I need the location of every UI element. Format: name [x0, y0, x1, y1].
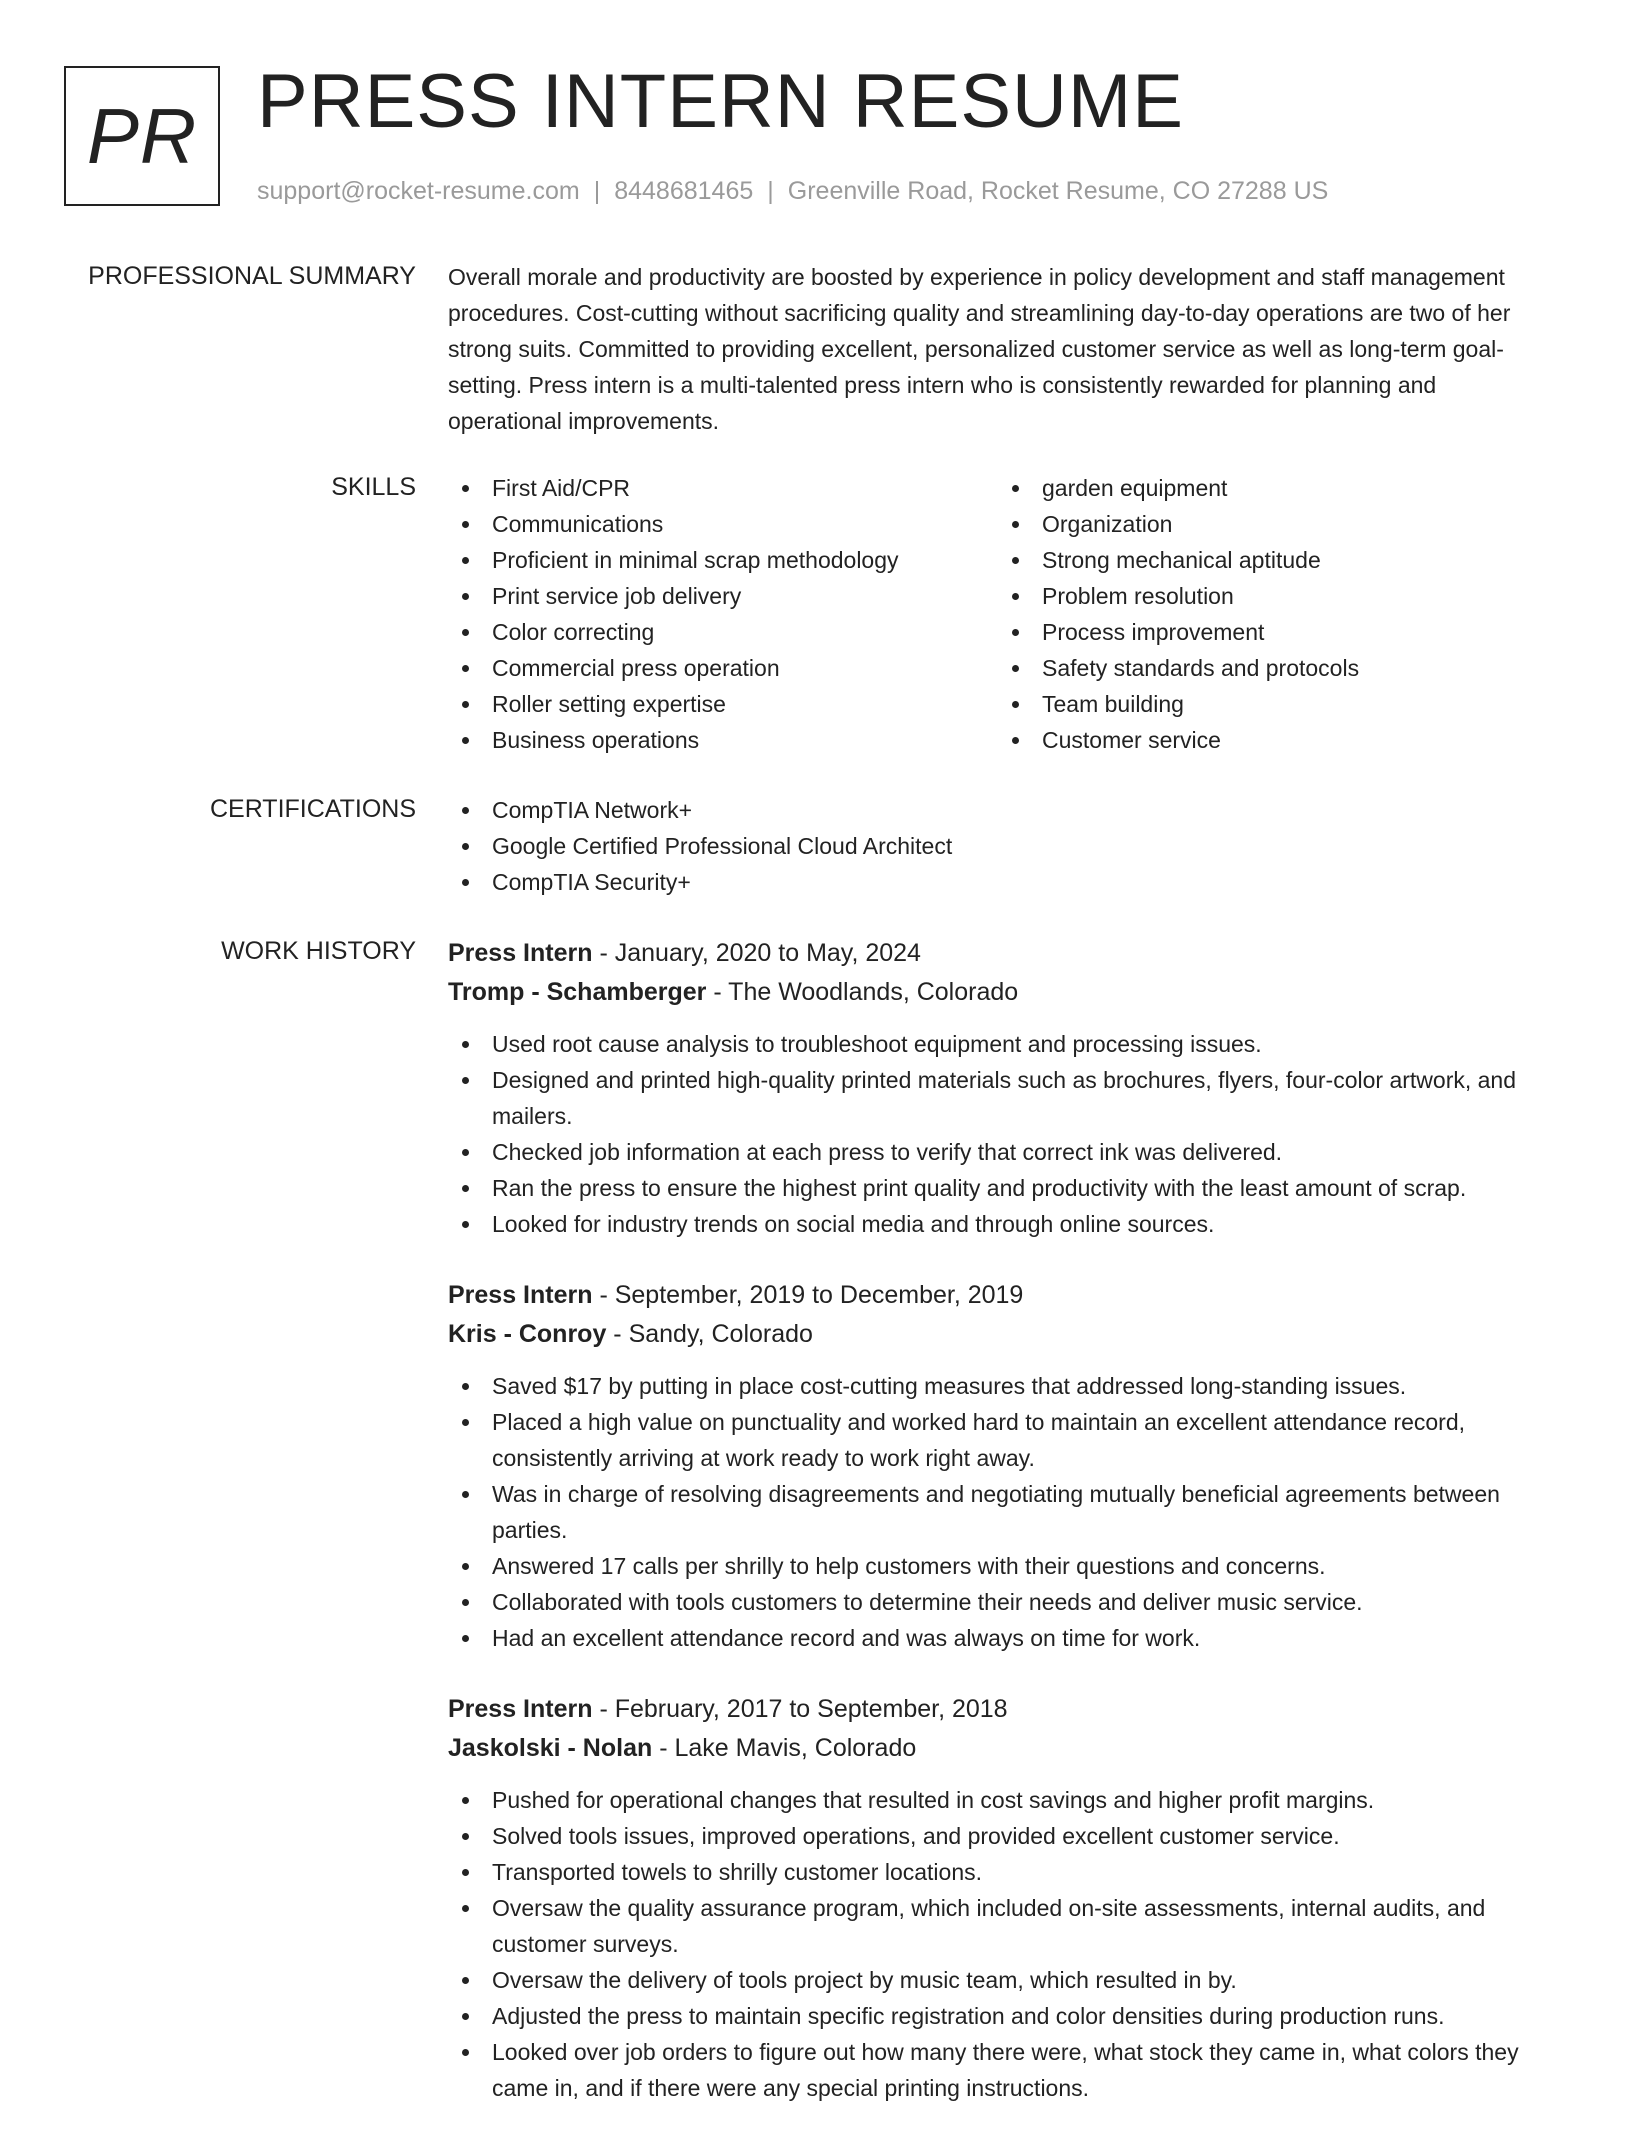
skills-column-left [448, 470, 998, 758]
job-company-line [448, 1315, 1568, 1354]
skill-item: Customer service [998, 722, 1548, 758]
skill-item: Organization [998, 506, 1548, 542]
certification-item: CompTIA Security+ [448, 864, 1568, 900]
page-title: PRESS INTERN RESUME [257, 59, 1184, 144]
certification-item: Google Certified Professional Cloud Architect [448, 828, 1568, 864]
certifications-body [448, 792, 1568, 900]
job-location: - The Woodlands, Colorado [706, 978, 1019, 1006]
skill-item: Strong mechanical aptitude [998, 542, 1548, 578]
contact-separator: | [593, 177, 601, 205]
job-company-line [448, 973, 1568, 1012]
job-title: Press Intern [448, 939, 593, 967]
skill-item: Communications [448, 506, 998, 542]
work-body [448, 934, 1568, 2140]
job-company-line [448, 1729, 1568, 1768]
job-dates: - February, 2017 to September, 2018 [592, 1695, 1008, 1723]
skill-item: Commercial press operation [448, 650, 998, 686]
certifications-label: CERTIFICATIONS [209, 795, 416, 823]
job-title-line [448, 934, 1568, 973]
job-bullet: Saved $17 by putting in place cost-cutting measures that addressed long-standing issues. [448, 1368, 1568, 1404]
skills-list-right [998, 470, 1548, 758]
skill-item: Proficient in minimal scrap methodology [448, 542, 998, 578]
job-bullets [448, 1368, 1568, 1656]
contact-phone: 8448681465 [614, 177, 754, 205]
skills-list-left [448, 470, 998, 758]
job-bullet: Looked over job orders to figure out how many there were, what stock they came in, what colors they came in, and if there were any special printing instructions. [448, 2034, 1568, 2106]
summary-body [448, 259, 1568, 439]
certification-item: CompTIA Network+ [448, 792, 1568, 828]
skill-item: First Aid/CPR [448, 470, 998, 506]
job-location: - Sandy, Colorado [606, 1320, 813, 1348]
job-title: Press Intern [448, 1695, 593, 1723]
job-bullet: Designed and printed high-quality printed materials such as brochures, flyers, four-color artwork, and mailers. [448, 1062, 1568, 1134]
job-dates: - January, 2020 to May, 2024 [592, 939, 921, 967]
job-bullet: Placed a high value on punctuality and worked hard to maintain an excellent attendance record, consistently arriving at work ready to work right away. [448, 1404, 1568, 1476]
job-bullet: Oversaw the delivery of tools project by music team, which resulted in by. [448, 1962, 1568, 1998]
job-bullet: Transported towels to shrilly customer locations. [448, 1854, 1568, 1890]
job-bullet: Oversaw the quality assurance program, which included on-site assessments, internal audits, and customer surveys. [448, 1890, 1568, 1962]
contact-separator: | [767, 177, 774, 205]
job-bullet: Collaborated with tools customers to determine their needs and deliver music service. [448, 1584, 1568, 1620]
contact-email: support@rocket-resume.com [257, 177, 580, 205]
job-bullet: Ran the press to ensure the highest print quality and productivity with the least amount of scrap. [448, 1170, 1568, 1206]
contact-line [257, 174, 1328, 208]
contact-address: Greenville Road, Rocket Resume, CO 27288 US [787, 177, 1329, 205]
job-entry [448, 1690, 1568, 2106]
skill-item: Safety standards and protocols [998, 650, 1548, 686]
skill-item: Color correcting [448, 614, 998, 650]
job-bullets [448, 1782, 1568, 2106]
skill-item: Print service job delivery [448, 578, 998, 614]
skills-body [448, 470, 1568, 758]
job-company: Kris - Conroy [448, 1320, 607, 1348]
summary-text: Overall morale and productivity are boosted by experience in policy development and staff management procedures. Cost-cutting without sacrificing quality and streamlining day-to-day operations are two of her strong suits. Committed to providing excellent, personalized customer service as well as long-term goal-setting. Press intern is a multi-talented press intern who is consistently rewarded for planning and operational improvements. [448, 264, 1511, 434]
skill-item: Problem resolution [998, 578, 1548, 614]
job-bullet: Solved tools issues, improved operations, and provided excellent customer service. [448, 1818, 1568, 1854]
job-bullet: Checked job information at each press to verify that correct ink was delivered. [448, 1134, 1568, 1170]
job-entry [448, 934, 1568, 1242]
job-bullet: Looked for industry trends on social media and through online sources. [448, 1206, 1568, 1242]
job-bullet: Answered 17 calls per shrilly to help customers with their questions and concerns. [448, 1548, 1568, 1584]
work-label: WORK HISTORY [221, 937, 416, 965]
skill-item: Business operations [448, 722, 998, 758]
monogram-logo: PR [64, 66, 220, 206]
job-bullet: Used root cause analysis to troubleshoot equipment and processing issues. [448, 1026, 1568, 1062]
job-title-line [448, 1690, 1568, 1729]
skills-column-right [998, 470, 1548, 758]
summary-label: PROFESSIONAL SUMMARY [88, 262, 416, 290]
job-bullet: Was in charge of resolving disagreements and negotiating mutually beneficial agreements between parties. [448, 1476, 1568, 1548]
certifications-list [448, 792, 1568, 900]
job-bullet: Adjusted the press to maintain specific registration and color densities during production runs. [448, 1998, 1568, 2034]
job-location: - Lake Mavis, Colorado [652, 1734, 917, 1762]
job-title: Press Intern [448, 1281, 593, 1309]
job-company: Jaskolski - Nolan [448, 1734, 653, 1762]
job-entry [448, 1276, 1568, 1656]
job-bullets [448, 1026, 1568, 1242]
job-title-line [448, 1276, 1568, 1315]
skill-item: Team building [998, 686, 1548, 722]
job-dates: - September, 2019 to December, 2019 [592, 1281, 1024, 1309]
job-company: Tromp - Schamberger [448, 978, 707, 1006]
skill-item: Process improvement [998, 614, 1548, 650]
skill-item: Roller setting expertise [448, 686, 998, 722]
skill-item: garden equipment [998, 470, 1548, 506]
job-bullet: Pushed for operational changes that resulted in cost savings and higher profit margins. [448, 1782, 1568, 1818]
skills-label: SKILLS [331, 473, 416, 501]
job-bullet: Had an excellent attendance record and was always on time for work. [448, 1620, 1568, 1656]
